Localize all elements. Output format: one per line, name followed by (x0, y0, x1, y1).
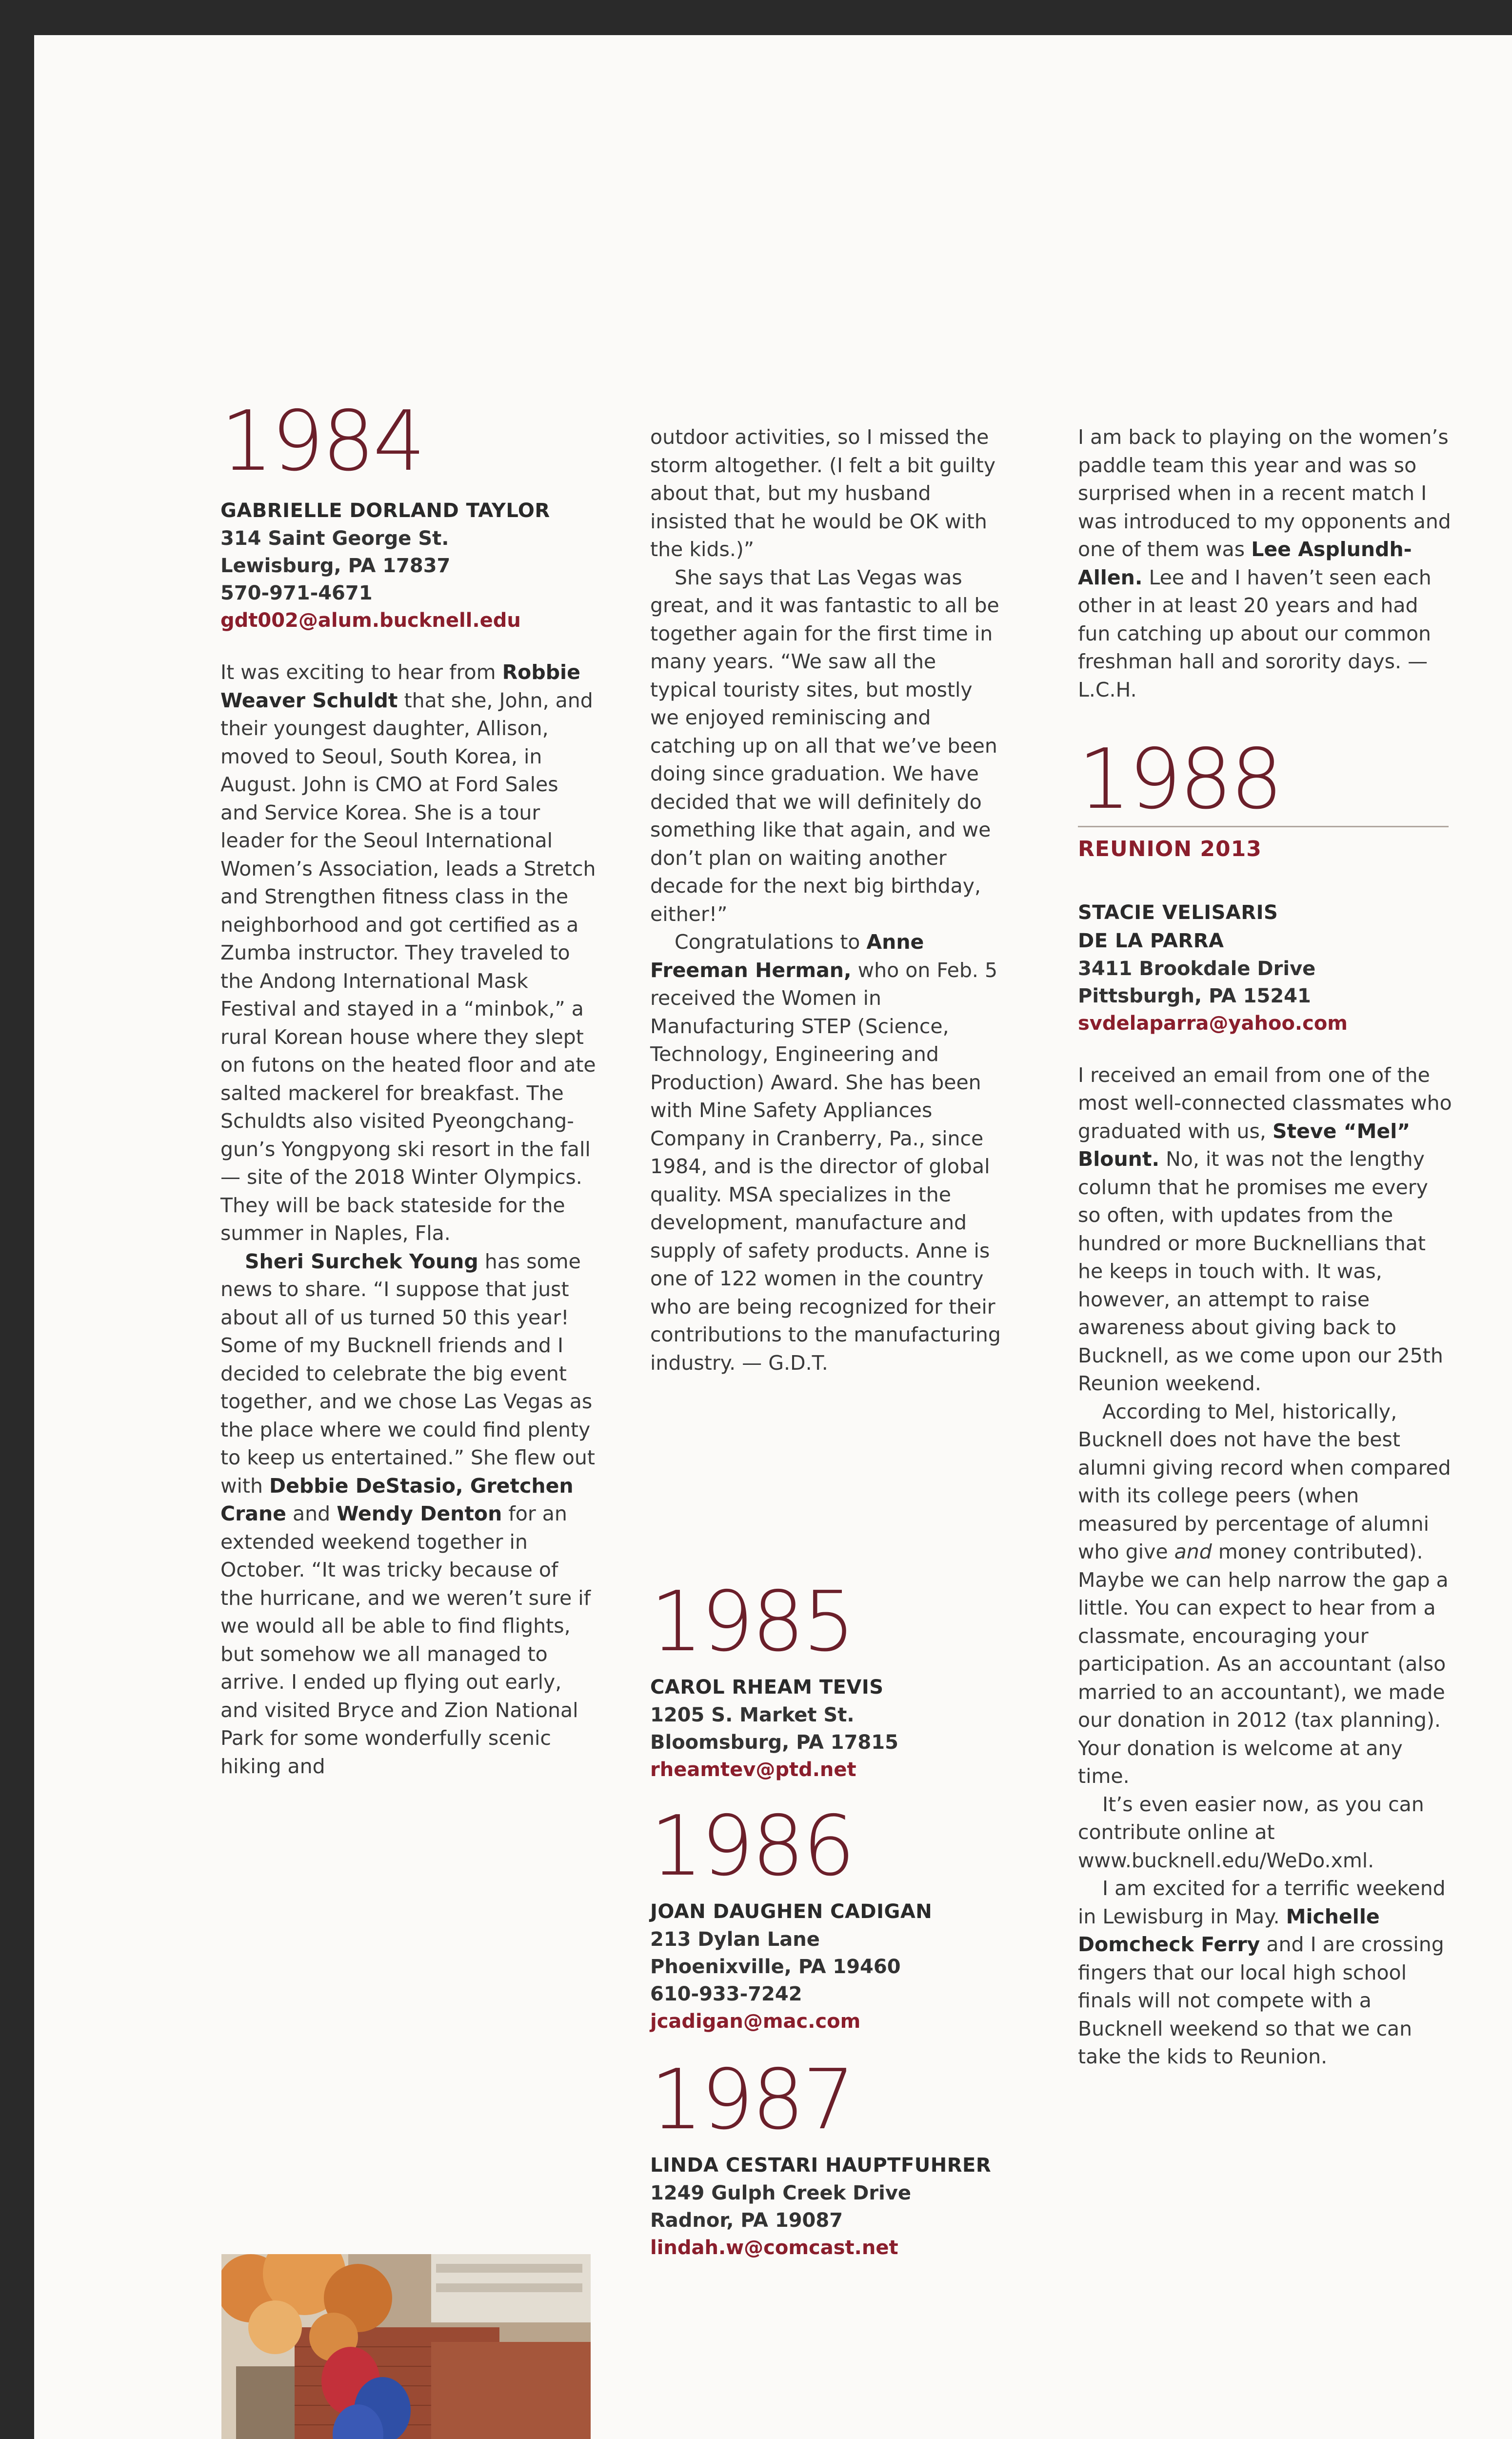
column-3 (1078, 423, 1453, 2071)
column-1 (220, 393, 596, 1780)
address-line-2: Bloomsburg, PA 17815 (650, 1731, 898, 1754)
address-line-2: Radnor, PA 19087 (650, 2209, 843, 2232)
class-secretary-name: STACIE VELISARIS (1078, 901, 1278, 924)
class-secretary-name: GABRIELLE DORLAND TAYLOR (220, 500, 550, 522)
class-note-paragraph: She says that Las Vegas was great, and it was fantastic to all be together again for the first time in many years. “We saw all the typical touristy sites, but mostly we enjoyed reminiscing and catching up on all that we’ve been doing since graduation. We have decided that we will definitely do something like that again, and we don’t plan on waiting another decade for the next big birthday, either!” (650, 565, 999, 926)
class-note-paragraph: Sheri Surchek Young has some news to share. “I suppose that just about all of us turned 50 this year! Some of my Bucknell friends and I decided to celebrate the big event together, and we chose Las Vegas as the place where we could find plenty to keep us entertained.” She flew out with Debbie DeStasio, Gretchen Crane and Wendy Denton for an extended weekend together in October. “It was tricky because of the hurricane, and we weren’t sure if we would all be able to find flights, but somehow we all managed to arrive. I ended up flying out early, and visited Bryce and Zion National Park for some wonderfully scenic hiking and (220, 1249, 595, 1778)
class-note-paragraph: According to Mel, historically, Bucknell does not have the best alumni giving record when compared with its college peers (when measured by percentage of alumni who give and money contributed). Maybe we can help narrow the gap a little. You can expect to hear from a classmate, encouraging your participation. As an accountant (also married to an accountant), we made our donation in 2012 (tax planning). Your donation is welcome at any time. (1078, 1399, 1451, 1788)
class-note-paragraph: It’s even easier now, as you can contribute online at www.bucknell.edu/WeDo.xml. (1078, 1792, 1424, 1872)
class-1986-block (650, 1798, 1006, 2035)
phone-number: 570-971-4671 (220, 582, 373, 604)
address-line-1: 213 Dylan Lane (650, 1928, 820, 1951)
phone-number: 610-933-7242 (650, 1983, 802, 2005)
class-note-paragraph: It was exciting to hear from Robbie Weaver Schuldt that she, John, and their youngest daughter, Allison, moved to Seoul, South Korea, in August. John is CMO at Ford Sales and Service Korea. She is a tour leader for the Seoul International Women’s Association, leads a Stretch and Strengthen fitness class in the neighborhood and got certified as a Zumba instructor. They traveled to the Andong International Mask Festival and stayed in a “minbok,” a rural Korean house where they slept on futons on the heated floor and ate salted mackerel for breakfast. The Schuldts also visited Pyeongchang-gun’s Yongpyong ski resort in the fall — site of the 2018 Winter Olympics. They will be back stateside for the summer in Naples, Fla. (220, 660, 596, 1245)
email-address[interactable]: svdelaparra@yahoo.com (1078, 1012, 1348, 1035)
class-1985-block (650, 1574, 1006, 1783)
class-secretary-name: LINDA CESTARI HAUPTFUHRER (650, 2154, 992, 2177)
class-note-paragraph: I received an email from one of the most well-connected classmates who graduated with us, Steve “Mel” Blount. No, it was not the lengthy column that he promises me every so often, with updates from the hundred or more Bucknellians that he keeps in touch with. It was, however, an attempt to raise awareness about giving back to Bucknell, as we come upon our 25th Reunion weekend. (1078, 1063, 1452, 1395)
address-line-1: 1249 Gulph Creek Drive (650, 2182, 912, 2204)
address-line-1: 314 Saint George St. (220, 527, 449, 550)
class-year-1984: 1984 (220, 393, 424, 490)
class-secretary-name: JOAN DAUGHEN CADIGAN (650, 1900, 933, 1923)
address-line-1: 1205 S. Market St. (650, 1704, 855, 1726)
reunion-label: REUNION 2013 (1078, 837, 1262, 861)
class-note-paragraph: Congratulations to Anne Freeman Herman, who on Feb. 5 received the Women in Manufacturing STEP (Science, Technology, Engineering and Production) Award. She has been with Mine Safety Appliances Company in Cranberry, Pa., since 1984, and is the director of global quality. MSA specializes in the development, manufacture and supply of safety products. Anne is one of 122 women in the country who are being recognized for their contributions to the manufacturing industry. — G.D.T. (650, 930, 1001, 1375)
class-year-1987: 1987 (650, 2052, 854, 2148)
email-address[interactable]: jcadigan@mac.com (650, 2010, 861, 2033)
class-year-1988: 1988 (1078, 731, 1281, 828)
class-photo (221, 2254, 591, 2439)
column-2 (650, 423, 1006, 1377)
email-address[interactable]: gdt002@alum.bucknell.edu (220, 609, 521, 632)
class-year-1985: 1985 (650, 1574, 854, 1670)
address-line-2: Pittsburgh, PA 15241 (1078, 984, 1311, 1007)
class-secretary-name: CAROL RHEAM TEVIS (650, 1676, 884, 1699)
class-year-1986: 1986 (650, 1798, 854, 1895)
email-address[interactable]: lindah.w@comcast.net (650, 2237, 898, 2259)
email-address[interactable]: rheamtev@ptd.net (650, 1759, 856, 1781)
class-note-paragraph: outdoor activities, so I missed the storm altogether. (I felt a bit guilty about that, but my husband insisted that he would be OK with the kids.)” (650, 425, 996, 561)
address-line-2: Lewisburg, PA 17837 (220, 555, 451, 577)
class-secretary-name: DE LA PARRA (1078, 929, 1224, 952)
class-note-paragraph: I am excited for a terrific weekend in Lewisburg in May. Michelle Domcheck Ferry and I are crossing fingers that our local high school finals will not compete with a Bucknell weekend so that we can take the kids to Reunion. (1078, 1877, 1446, 2068)
address-line-1: 3411 Brookdale Drive (1078, 957, 1316, 980)
photo-illustration (221, 2254, 591, 2439)
class-note-paragraph: I am back to playing on the women’s paddle team this year and was so surprised when in a recent match I was introduced to my opponents and one of them was Lee Asplundh-Allen. Lee and I haven’t seen each other in at least 20 years and had fun catching up about our common freshman hall and sorority days. — L.C.H. (1078, 425, 1451, 701)
address-line-2: Phoenixville, PA 19460 (650, 1956, 901, 1978)
class-1987-block (650, 2052, 1006, 2261)
